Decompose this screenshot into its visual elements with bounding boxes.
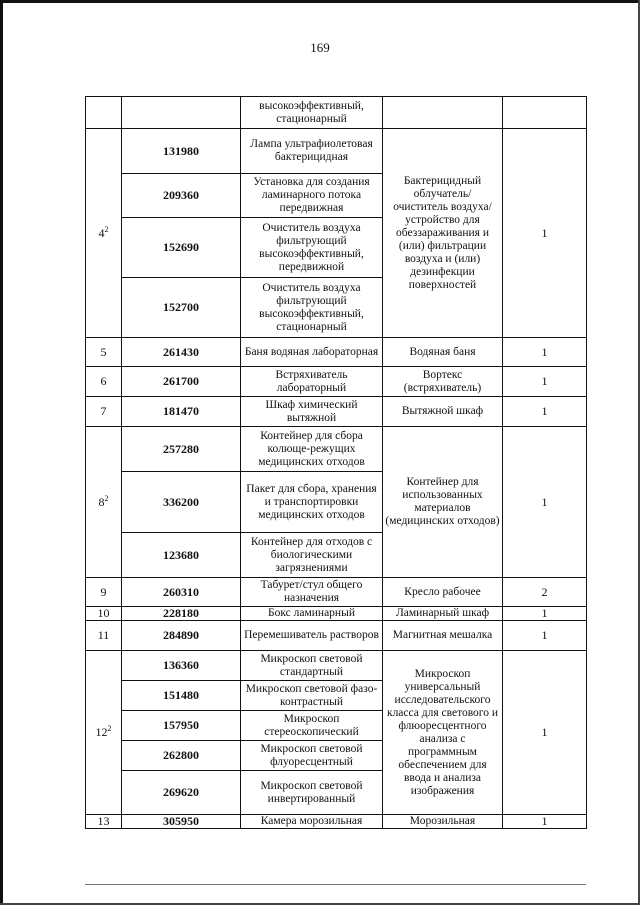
row-qty: 1: [503, 129, 587, 338]
table-row: [86, 815, 587, 829]
row-name: Установка для создания ламинарного потока передвижная: [241, 174, 383, 218]
row-number: 9: [86, 578, 122, 607]
row-number: [86, 97, 122, 129]
row-number: $4^2$: [86, 129, 122, 338]
row-name: Микроскоп световой инвертированный: [241, 771, 383, 815]
row-number: 7: [86, 397, 122, 427]
row-code: 181470: [122, 397, 241, 427]
row-name: высокоэффективный, стационарный: [241, 97, 383, 129]
row-qty: 1: [503, 367, 587, 397]
row-qty: 1: [503, 397, 587, 427]
equipment-table: [85, 96, 587, 829]
row-name: Камера морозильная: [241, 815, 383, 829]
row-name: Бокс ламинарный: [241, 607, 383, 621]
row-device: Кресло рабочее: [383, 578, 503, 607]
row-code: 261430: [122, 338, 241, 367]
row-name: Баня водяная лабораторная: [241, 338, 383, 367]
row-name: Пакет для сбора, хранения и транспортировки медицинских отходов: [241, 472, 383, 533]
row-code: 260310: [122, 578, 241, 607]
row-number: $8^2$: [86, 427, 122, 578]
row-name: Микроскоп световой фазо-контрастный: [241, 681, 383, 711]
table-row: [86, 651, 587, 681]
row-device: Магнитная мешалка: [383, 621, 503, 651]
table-row: [86, 427, 587, 472]
row-number: 11: [86, 621, 122, 651]
row-device: Водяная баня: [383, 338, 503, 367]
table-row: [86, 129, 587, 174]
row-code: 123680: [122, 533, 241, 578]
row-device: Ламинарный шкаф: [383, 607, 503, 621]
footer-divider: [85, 884, 586, 885]
row-code: 152690: [122, 218, 241, 278]
row-number: 6: [86, 367, 122, 397]
row-number: 5: [86, 338, 122, 367]
row-device: Микроскоп универсальный исследовательского класса для светового и флюоресцентного анализа с программным обеспечением для ввода и анализа изображения: [383, 651, 503, 815]
row-name: Очиститель воздуха фильтрующий высокоэффективный, стационарный: [241, 278, 383, 338]
table-row: [86, 621, 587, 651]
table-row: [86, 578, 587, 607]
scan-edge-top: [0, 0, 640, 3]
row-qty: 1: [503, 651, 587, 815]
row-device: [383, 97, 503, 129]
row-code: 151480: [122, 681, 241, 711]
row-name: Шкаф химический вытяжной: [241, 397, 383, 427]
row-code: 269620: [122, 771, 241, 815]
table-row: [86, 607, 587, 621]
row-qty: [503, 97, 587, 129]
row-code: 261700: [122, 367, 241, 397]
row-device: Контейнер для использованных материалов (медицинских отходов): [383, 427, 503, 578]
row-qty: 1: [503, 621, 587, 651]
row-code: 336200: [122, 472, 241, 533]
row-code: 228180: [122, 607, 241, 621]
row-qty: 1: [503, 607, 587, 621]
row-name: Встряхиватель лабораторный: [241, 367, 383, 397]
page-number: 169: [310, 40, 330, 55]
table-row: [86, 367, 587, 397]
row-code: 131980: [122, 129, 241, 174]
row-qty: 2: [503, 578, 587, 607]
row-name: Микроскоп световой стандартный: [241, 651, 383, 681]
row-name: Очиститель воздуха фильтрующий высокоэффективный, передвижной: [241, 218, 383, 278]
row-name: Контейнер для сбора колюще-режущих медицинских отходов: [241, 427, 383, 472]
row-qty: 1: [503, 815, 587, 829]
scan-edge-left: [0, 0, 3, 905]
row-code: [122, 97, 241, 129]
row-name: Контейнер для отходов с биологическими загрязнениями: [241, 533, 383, 578]
row-code: 136360: [122, 651, 241, 681]
row-name: Перемешиватель растворов: [241, 621, 383, 651]
row-name: Лампа ультрафиолетовая бактерицидная: [241, 129, 383, 174]
row-number: 10: [86, 607, 122, 621]
row-code: 262800: [122, 741, 241, 771]
row-code: 209360: [122, 174, 241, 218]
row-device: Вортекс (встряхиватель): [383, 367, 503, 397]
row-code: 257280: [122, 427, 241, 472]
row-code: 284890: [122, 621, 241, 651]
table-row: [86, 97, 587, 129]
row-device: Вытяжной шкаф: [383, 397, 503, 427]
row-qty: 1: [503, 338, 587, 367]
row-code: 157950: [122, 711, 241, 741]
table-row: [86, 338, 587, 367]
row-device: Морозильная: [383, 815, 503, 829]
table-row: [86, 397, 587, 427]
row-name: Микроскоп световой флуоресцентный: [241, 741, 383, 771]
row-code: 305950: [122, 815, 241, 829]
row-number: $12^2$: [86, 651, 122, 815]
row-number: 13: [86, 815, 122, 829]
row-name: Табурет/стул общего назначения: [241, 578, 383, 607]
row-device: Бактерицидный облучатель/ очиститель воздуха/ устройство для обеззараживания и (или) фильтрации воздуха и (или) дезинфекции поверхностей: [383, 129, 503, 338]
row-qty: 1: [503, 427, 587, 578]
row-code: 152700: [122, 278, 241, 338]
row-name: Микроскоп стереоскопический: [241, 711, 383, 741]
